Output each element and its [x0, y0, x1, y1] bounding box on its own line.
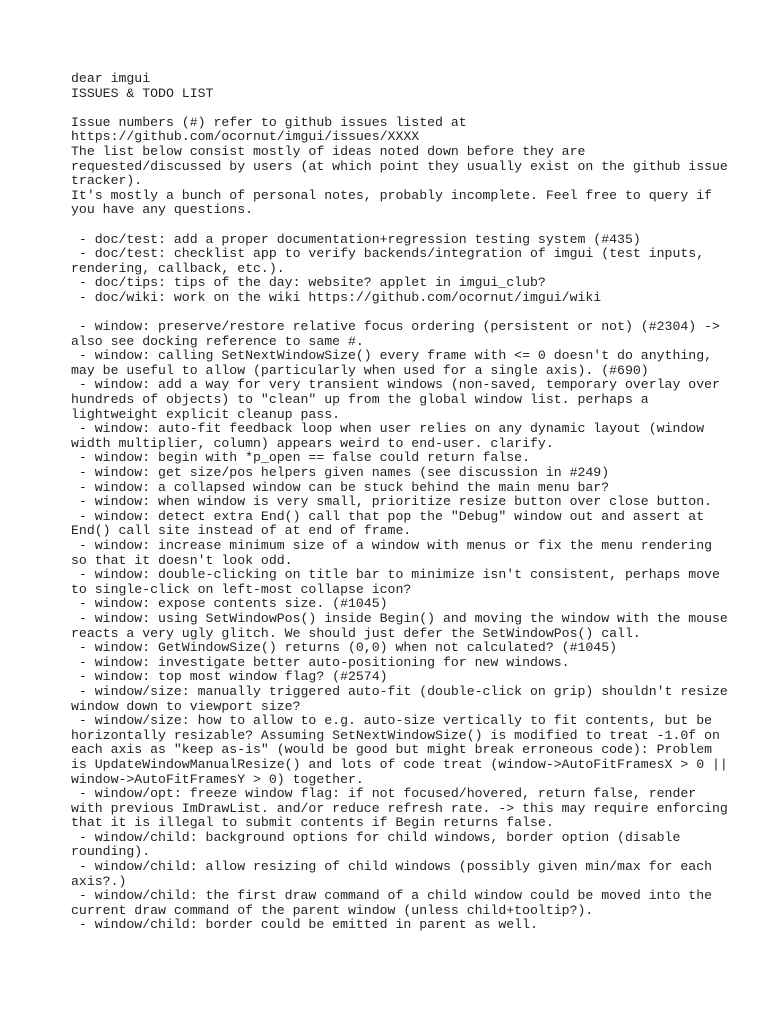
text-line: - window: preserve/restore relative focus ordering (persistent or not) (#2304) ->	[71, 319, 720, 335]
blank-line	[71, 101, 761, 116]
text-line: - window: investigate better auto-positioning for new windows.	[71, 654, 570, 670]
text-line: each axis as "keep as-is" (would be good but might break erroneous code): Problem	[71, 742, 713, 758]
text-line: dear imgui	[71, 71, 151, 86]
text-line: lightweight explicit cleanup pass.	[71, 406, 341, 422]
text-line: - doc/test: checklist app to verify backends/integration of imgui (test inputs,	[71, 246, 705, 262]
text-line: - doc/wiki: work on the wiki https://github.com/ocornut/imgui/wiki	[71, 289, 602, 305]
text-line: that it is illegal to submit contents if Begin returns false.	[71, 815, 554, 831]
text-line: - window/child: background options for child windows, border option (disable	[71, 829, 681, 845]
text-line: - doc/tips: tips of the day: website? applet in imgui_club?	[71, 275, 546, 291]
text-line: - window: when window is very small, prioritize resize button over close button.	[71, 494, 713, 510]
text-line: tracker).	[71, 173, 143, 189]
text-line: - window: double-clicking on title bar to minimize isn't consistent, perhaps move	[71, 567, 720, 583]
text-line: current draw command of the parent window (unless child+tooltip?).	[71, 902, 594, 918]
text-line: to single-click on left-most collapse icon?	[71, 581, 412, 597]
text-line: - window/opt: freeze window flag: if not focused/hovered, return false, render	[71, 786, 697, 802]
text-line: - doc/test: add a proper documentation+regression testing system (#435)	[71, 231, 641, 247]
text-line: reacts a very ugly glitch. We should just defer the SetWindowPos() call.	[71, 625, 641, 641]
text-line: window->AutoFitFramesY > 0) together.	[71, 771, 364, 787]
text-line: Issue numbers (#) refer to github issues listed at	[71, 114, 467, 130]
text-line: also see docking reference to same #.	[71, 333, 364, 349]
text-line: axis?.)	[71, 873, 127, 889]
text-line: - window: auto-fit feedback loop when user relies on any dynamic layout (window	[71, 421, 705, 437]
text-line: width multiplier, column) appears weird to end-user. clarify.	[71, 435, 554, 451]
text-line: - window/child: the first draw command of a child window could be moved into the	[71, 888, 713, 904]
text-line: - window: GetWindowSize() returns (0,0) when not calculated? (#1045)	[71, 640, 618, 656]
document-body	[71, 72, 761, 933]
text-line: It's mostly a bunch of personal notes, probably incomplete. Feel free to query if	[71, 187, 713, 203]
text-line: - window: expose contents size. (#1045)	[71, 596, 388, 612]
text-line: - window: calling SetNextWindowSize() every frame with <= 0 doesn't do anything,	[71, 348, 713, 364]
text-line: is UpdateWindowManualResize() and lots of code treat (window->AutoFitFramesX > 0 ||	[71, 756, 728, 772]
text-line: - window: get size/pos helpers given names (see discussion in #249)	[71, 465, 610, 481]
text-line: - window: detect extra End() call that pop the "Debug" window out and assert at	[71, 508, 705, 524]
text-line: rendering, callback, etc.).	[71, 260, 285, 276]
text-line: - window: a collapsed window can be stuck behind the main menu bar?	[71, 479, 610, 495]
text-line: - window: using SetWindowPos() inside Begin() and moving the window with the mouse	[71, 610, 728, 626]
blank-line	[71, 306, 761, 321]
text-line: requested/discussed by users (at which point they usually exist on the github issue	[71, 158, 728, 174]
text-line: window down to viewport size?	[71, 698, 301, 714]
text-line: hundreds of objects) to "clean" up from the global window list. perhaps a	[71, 392, 649, 408]
text-line: rounding).	[71, 844, 151, 860]
text-line: - window/size: manually triggered auto-fit (double-click on grip) shouldn't resize	[71, 683, 728, 699]
text-line: - window: begin with *p_open == false could return false.	[71, 450, 530, 466]
blank-line	[71, 218, 761, 233]
text-line: The list below consist mostly of ideas noted down before they are	[71, 143, 586, 159]
text-line: so that it doesn't look odd.	[71, 552, 293, 568]
text-line: ISSUES & TODO LIST	[71, 85, 214, 101]
text-line: - window/size: how to allow to e.g. auto-size vertically to fit contents, but be	[71, 713, 713, 729]
text-line: with previous ImDrawList. and/or reduce refresh rate. -> this may require enforcing	[71, 800, 728, 816]
text-line: https://github.com/ocornut/imgui/issues/XXXX	[71, 129, 420, 145]
text-line: - window/child: allow resizing of child windows (possibly given min/max for each	[71, 859, 713, 875]
text-line: - window/child: border could be emitted in parent as well.	[71, 917, 538, 933]
text-line: - window: top most window flag? (#2574)	[71, 669, 388, 685]
text-line: you have any questions.	[71, 202, 254, 218]
text-line: - window: add a way for very transient windows (non-saved, temporary overlay over	[71, 377, 720, 393]
text-line: may be useful to allow (particularly when used for a single axis). (#690)	[71, 362, 649, 378]
text-line: End() call site instead of at end of frame.	[71, 523, 412, 539]
text-line: - window: increase minimum size of a window with menus or fix the menu rendering	[71, 538, 713, 553]
text-line: horizontally resizable? Assuming SetNextWindowSize() is modified to treat -1.0f on	[71, 727, 720, 743]
